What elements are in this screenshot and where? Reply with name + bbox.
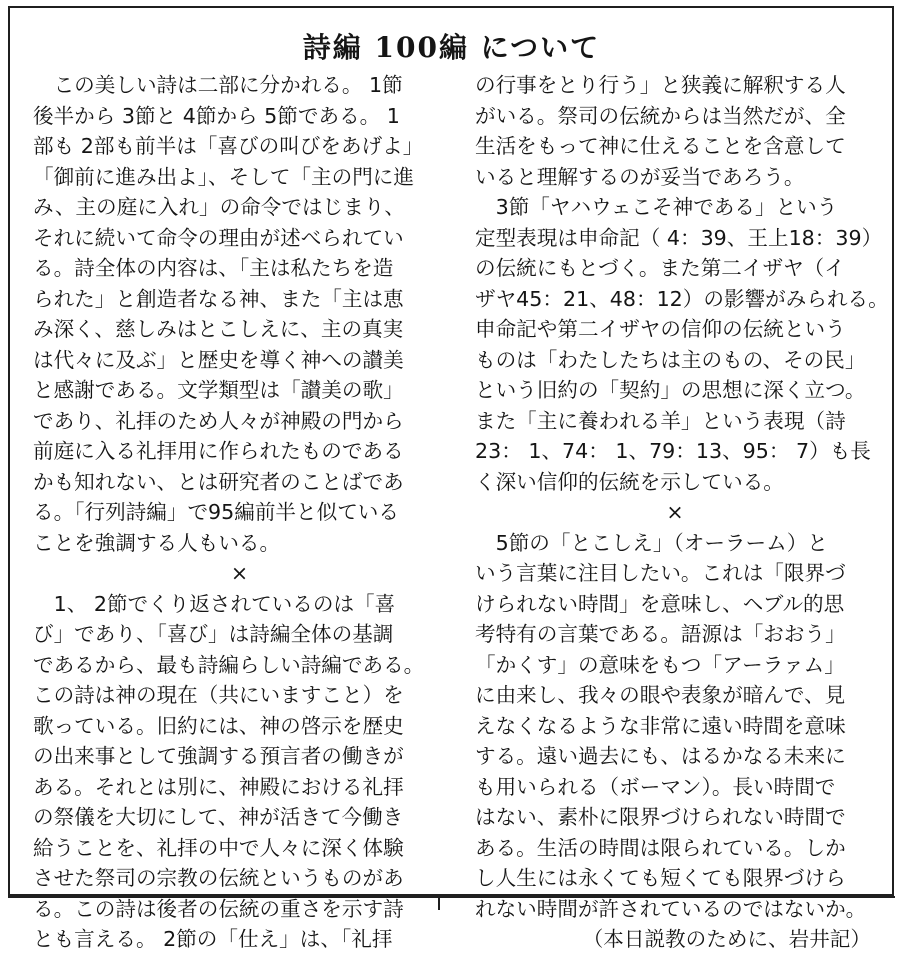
text-line: び」であり、「喜び」は詩編全体の基調 bbox=[33, 622, 394, 646]
text-line: という旧約の「契約」の思想に深く立つ。 bbox=[475, 378, 866, 402]
text-line: の行事をとり行う」と狭義に解釈する人 bbox=[475, 73, 846, 97]
text-line: はない、素朴に限界づけられない時間で bbox=[475, 805, 846, 829]
text-line: ある。それとは別に、神殿における礼拝 bbox=[33, 774, 404, 799]
text-line: また「主に養われる羊」という表現（詩 bbox=[475, 408, 846, 433]
text-line: であり、礼拝のため人々が神殿の門から bbox=[33, 408, 404, 433]
text-line: の祭儀を大切にして、神が活きて今働き bbox=[33, 805, 404, 829]
text-line: がいる。祭司の伝統からは当然だが、全 bbox=[475, 103, 846, 128]
text-line: 給うことを、礼拝の中で人々に深く体験 bbox=[33, 835, 404, 860]
text-line: けられない時間」を意味し、ヘブル的思 bbox=[475, 591, 845, 616]
text-line: み深く、慈しみはとこしえに、主の真実 bbox=[33, 317, 404, 341]
text-line: 部も 2部も前半は「喜びの叫びをあげよ」 bbox=[33, 134, 424, 158]
text-line: 「かくす」の意味をもつ「アーラァム」 bbox=[475, 652, 845, 677]
text-line: ことを強調する人もいる。 bbox=[33, 530, 281, 555]
footer-divider bbox=[8, 896, 895, 898]
text-line: は代々に及ぶ」と歴史を導く神への讃美 bbox=[33, 347, 404, 372]
text-line: ものは「わたしたちは主のもの、その民」 bbox=[475, 347, 866, 372]
text-line: る。「行列詩編」で95編前半と似ている bbox=[33, 500, 399, 524]
text-line: ある。生活の時間は限られている。しか bbox=[475, 835, 846, 860]
section-separator: × bbox=[230, 561, 249, 585]
text-line: と感謝である。文学類型は「讃美の歌」 bbox=[33, 378, 404, 402]
text-line: 歌っている。旧約には、神の啓示を歴史 bbox=[33, 713, 404, 738]
text-line: であるから、最も詩編らしい詩編である。 bbox=[33, 652, 425, 677]
text-line: いると理解するのが妥当であろう。 bbox=[475, 164, 805, 189]
text-line: 生活をもって神に仕えることを含意して bbox=[475, 134, 846, 158]
text-line: この美しい詩は二部に分かれる。 1節 bbox=[33, 73, 403, 97]
text-line: する。遠い過去にも、はるかなる未来に bbox=[475, 744, 846, 768]
text-line: し人生には永くても短くても限界づけら bbox=[475, 866, 846, 890]
left-column bbox=[33, 70, 446, 955]
text-line: れない時間が許されているのではないか。 bbox=[475, 896, 867, 921]
text-line: 考特有の言葉である。語源は「おおう」 bbox=[475, 622, 846, 646]
text-line: えなくなるような非常に遠い時間を意味 bbox=[475, 713, 846, 738]
text-line: も用いられる（ボーマン）。長い時間で bbox=[475, 774, 836, 799]
text-line: 後半から 3節と 4節から 5節である。 1 bbox=[33, 103, 400, 128]
text-line: 申命記や第二イザヤの信仰の伝統という bbox=[475, 317, 846, 341]
right-column bbox=[475, 70, 889, 955]
text-line: とも言える。 2節の「仕え」は、「礼拝 bbox=[33, 927, 393, 951]
text-line: る。この詩は後者の伝統の重さを示す詩 bbox=[33, 896, 404, 921]
text-line: 定型表現は申命記（ 4：39、王上18：39） bbox=[475, 225, 883, 250]
text-line: 「御前に進み出よ」、そして「主の門に進 bbox=[33, 164, 414, 189]
text-line: させた祭司の宗教の伝統というものがあ bbox=[33, 866, 404, 890]
text-line: 3節「ヤハウェこそ神である」という bbox=[475, 195, 838, 219]
text-line: の伝統にもとづく。また第二イザヤ（イ bbox=[475, 256, 845, 280]
text-line: かも知れない、とは研究者のことばであ bbox=[33, 469, 404, 494]
text-line: に由来し、我々の眼や表象が暗んで、見 bbox=[475, 683, 846, 707]
text-line: この詩は神の現在（共にいますこと）を bbox=[33, 683, 404, 707]
text-line: 23： 1、74： 1、79：13、95： 7）も長 bbox=[475, 439, 871, 463]
text-line: いう言葉に注目したい。これは「限界づ bbox=[475, 561, 846, 585]
text-line: ザヤ45：21、48：12）の影響がみられる。 bbox=[475, 286, 889, 311]
text-line: それに続いて命令の理由が述べられてい bbox=[33, 225, 404, 250]
text-line: み、主の庭に入れ」の命令ではじまり、 bbox=[33, 195, 405, 219]
text-line: 5節の「とこしえ」（オーラーム）と bbox=[475, 530, 828, 555]
section-separator: × bbox=[666, 500, 684, 524]
author-signature: （本日説教のために、岩井記） bbox=[582, 927, 871, 951]
text-line: 前庭に入る礼拝用に作られたものである bbox=[33, 439, 404, 463]
footer-column-divider bbox=[438, 896, 440, 910]
text-line: 1、 2節でくり返されているのは「喜 bbox=[33, 591, 396, 616]
text-line: る。詩全体の内容は、「主は私たちを造 bbox=[33, 256, 394, 280]
text-line: の出来事として強調する預言者の働きが bbox=[33, 744, 404, 768]
text-line: く深い信仰的伝統を示している。 bbox=[475, 469, 784, 494]
text-line: られた」と創造者なる神、また「主は恵 bbox=[33, 286, 404, 311]
article-title: 詩編 100編 について bbox=[302, 31, 601, 64]
